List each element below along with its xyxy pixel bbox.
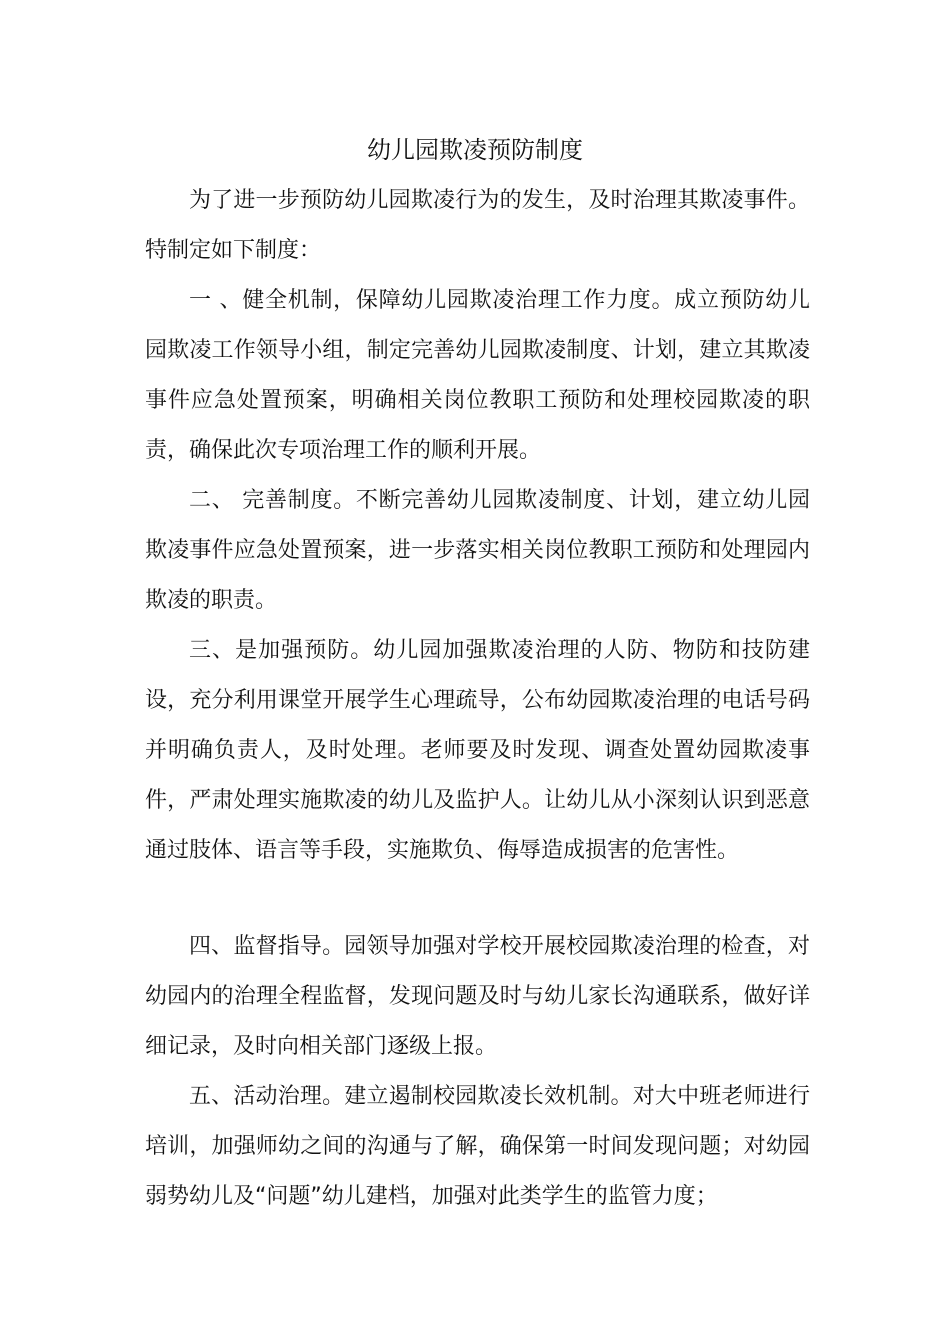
paragraph-5-activity: 五、活动治理。建立遏制校园欺凌长效机制。对大中班老师进行培训，加强师幼之间的沟通与了解，确保第一时间发现问题；对幼园弱势幼儿及“问题”幼儿建档，加强对此类学生的监管力度； [145, 1084, 810, 1209]
paragraph-4-supervision: 四、监督指导。园领导加强对学校开展校园欺凌治理的检查，对幼园内的治理全程监督，发现问题及时与幼儿家长沟通联系，做好详细记录，及时向相关部门逐级上报。 [145, 934, 810, 1059]
paragraph-2-system: 二、 完善制度。不断完善幼儿园欺凌制度、计划，建立幼儿园欺凌事件应急处置预案，进一步落实相关岗位教职工预防和处理园内欺凌的职责。 [145, 488, 810, 613]
paragraph-3-prevention: 三、是加强预防。幼儿园加强欺凌治理的人防、物防和技防建设，充分利用课堂开展学生心理疏导，公布幼园欺凌治理的电话号码并明确负责人，及时处理。老师要及时发现、调查处置幼园欺凌事件，严肃处理实施欺凌的幼儿及监护人。让幼儿从小深刻认识到恶意通过肢体、语言等手段，实施欺负、侮辱造成损害的危害性。 [145, 638, 810, 863]
paragraph-1-mechanism: 一 、健全机制，保障幼儿园欺凌治理工作力度。成立预防幼儿园欺凌工作领导小组，制定完善幼儿园欺凌制度、计划，建立其欺凌事件应急处置预案，明确相关岗位教职工预防和处理校园欺凌的职责，确保此次专项治理工作的顺利开展。 [145, 288, 810, 463]
paragraph-intro: 为了进一步预防幼儿园欺凌行为的发生，及时治理其欺凌事件。特制定如下制度： [145, 188, 810, 263]
document-title: 幼儿园欺凌预防制度 [367, 136, 583, 164]
